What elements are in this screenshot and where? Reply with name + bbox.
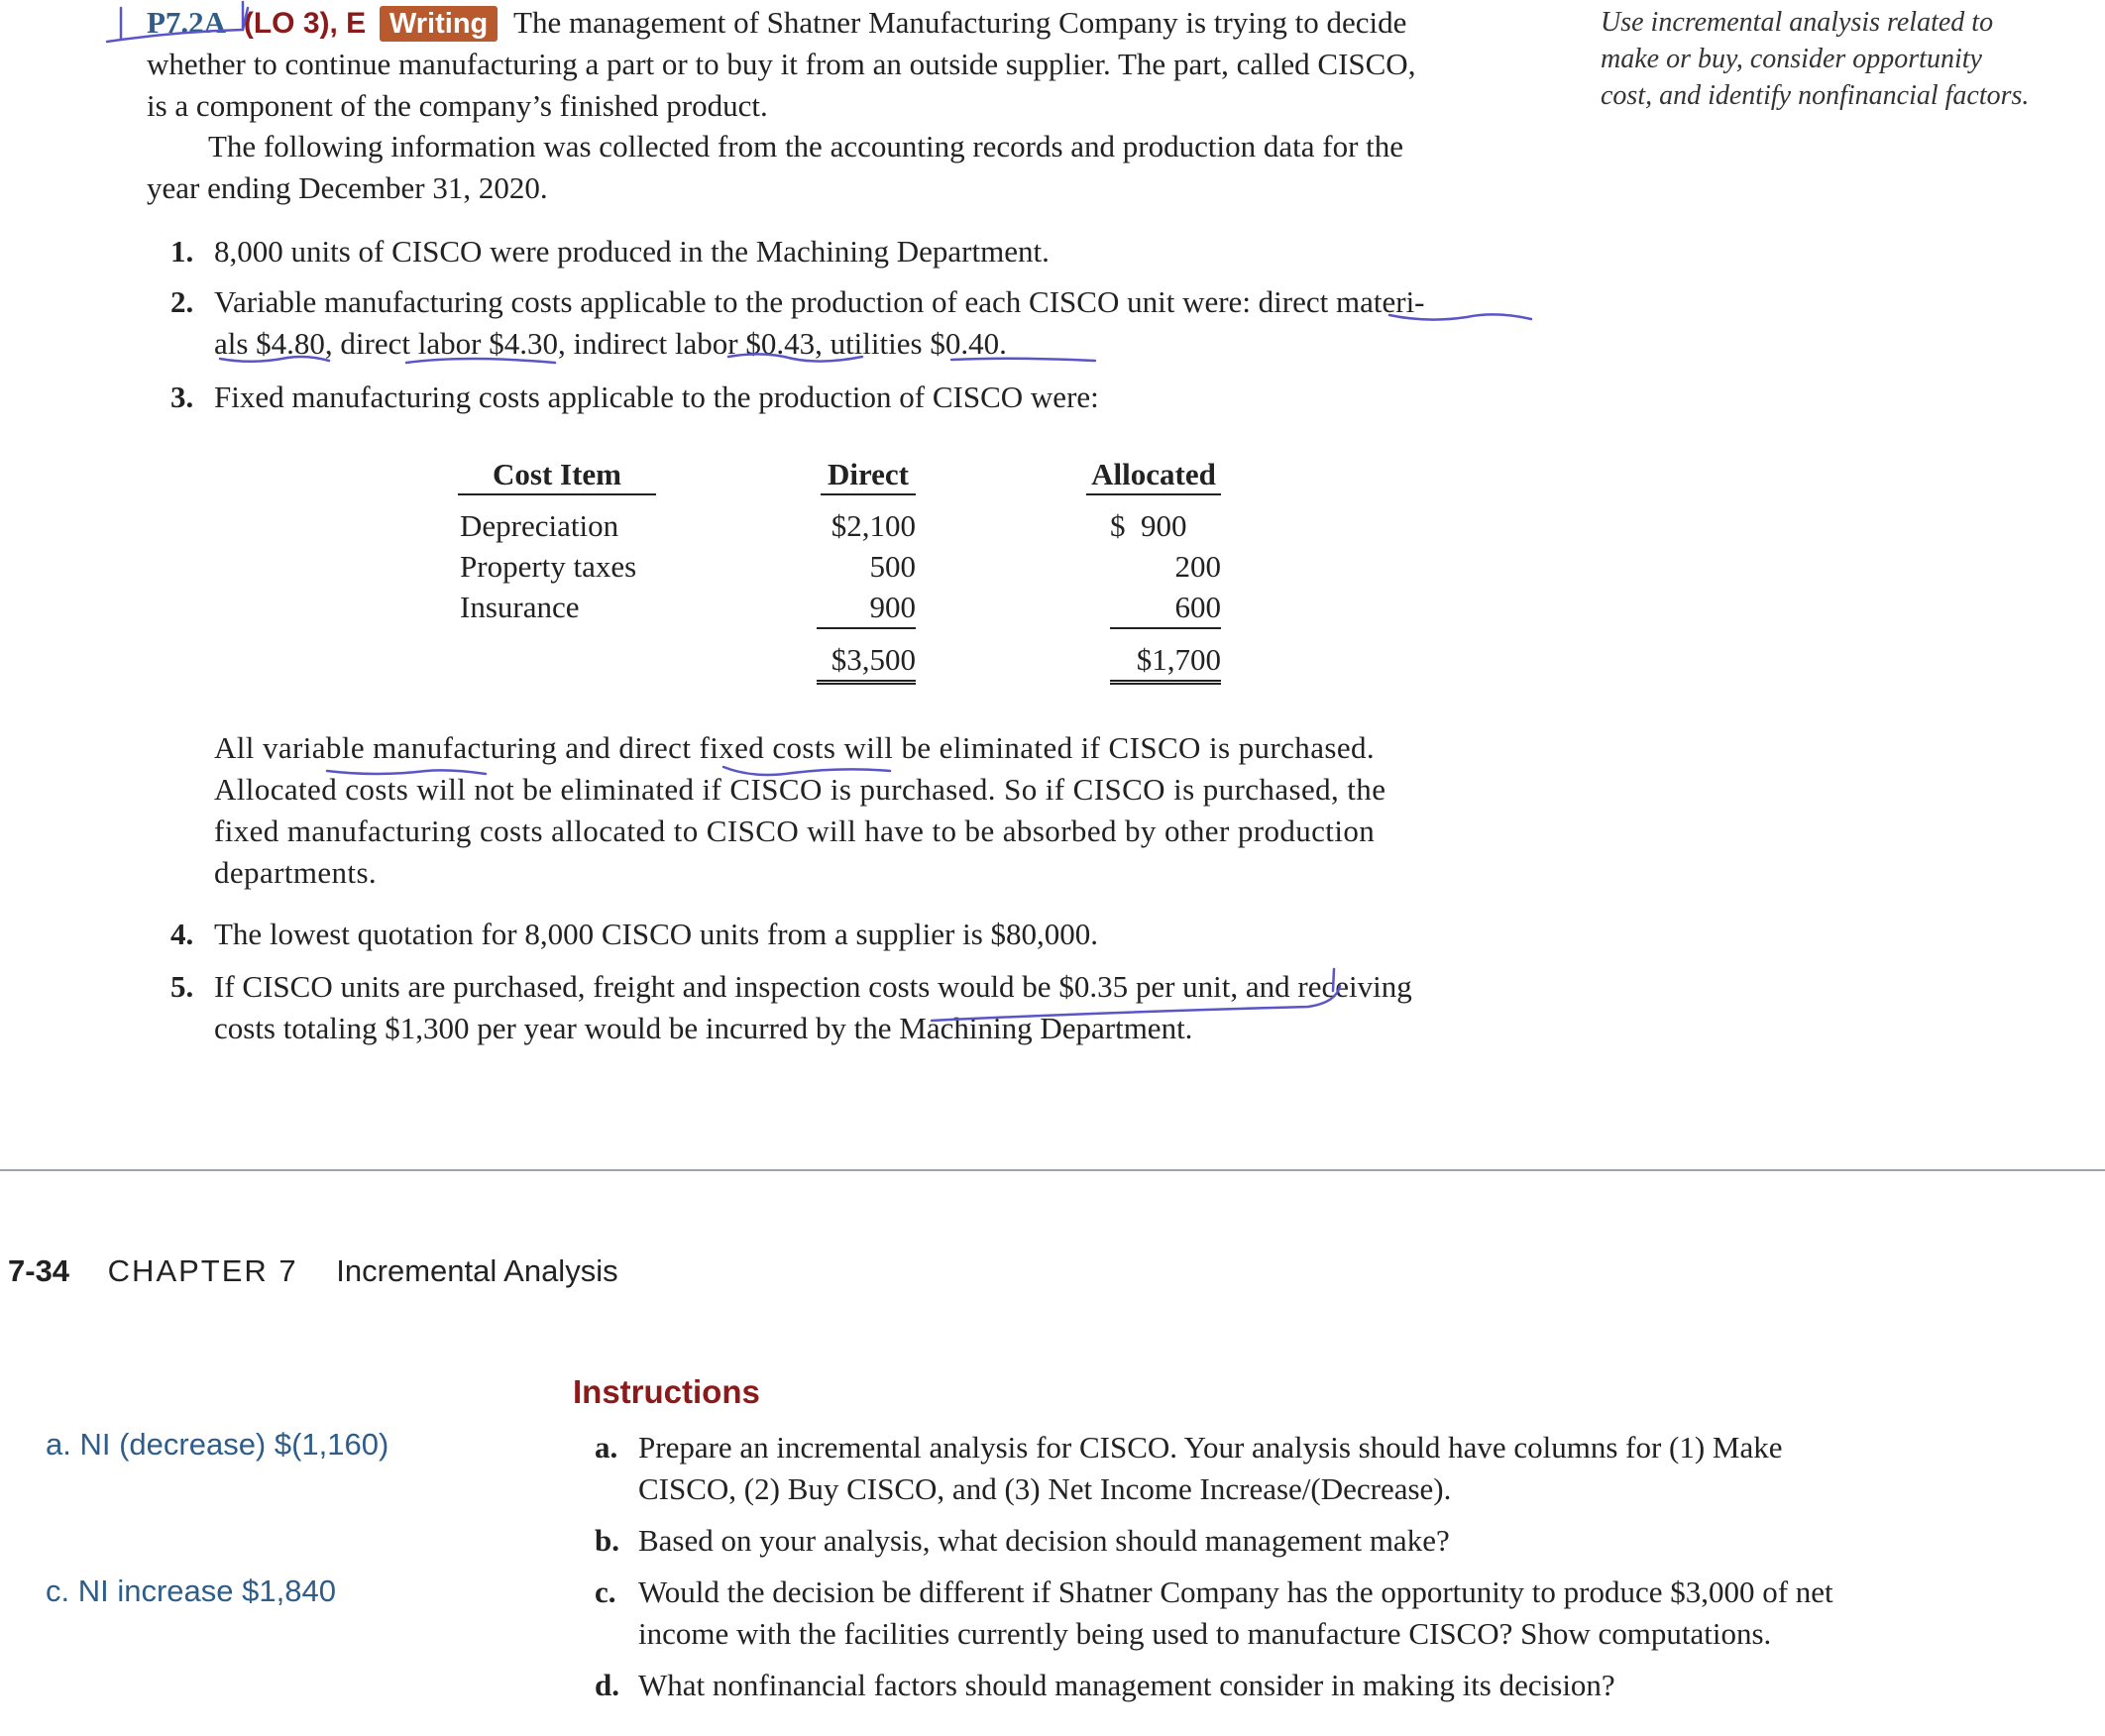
list-item xyxy=(170,231,1588,272)
instruction-item xyxy=(595,1572,1962,1655)
table-cell-allocated: 200 xyxy=(1174,549,1221,584)
instruction-text: Prepare an incremental analysis for CISCO. Your analysis should have columns for (1) Make xyxy=(638,1430,1783,1465)
instruction-item xyxy=(595,1427,1962,1510)
list-text: als $4.80, direct labor $4.30, indirect labor $0.43, utilities $0.40. xyxy=(214,326,1007,361)
list-number: 4. xyxy=(170,917,194,951)
instruction-text: income with the facilities currently being used to manufacture CISCO? Show computations. xyxy=(638,1616,1772,1651)
learning-objective: (LO 3), E xyxy=(243,7,367,40)
table-cell-allocated: 600 xyxy=(1110,587,1221,629)
problem-id: P7.2A xyxy=(147,5,227,40)
total-direct: $3,500 xyxy=(817,639,916,685)
instruction-item xyxy=(595,1520,1962,1562)
para2-line-1: The following information was collected from the accounting records and production data for the xyxy=(208,129,1404,163)
margin-note xyxy=(1601,4,2096,114)
intro-line-1: The management of Shatner Manufacturing Company is trying to decide xyxy=(513,5,1407,40)
note-line-3: fixed manufacturing costs allocated to CISCO will have to be absorbed by other production xyxy=(214,814,1376,848)
list-text: 8,000 units of CISCO were produced in the Machining Department. xyxy=(214,234,1050,269)
header-direct xyxy=(821,456,916,495)
table-cell-allocated: $ 900 xyxy=(1110,508,1187,543)
list-text: costs totaling $1,300 per year would be incurred by the Machining Department. xyxy=(214,1011,1193,1045)
margin-note-line-2: make or buy, consider opportunity xyxy=(1601,44,1982,74)
table-cell-direct: $2,100 xyxy=(831,508,916,543)
table-cell-direct: 500 xyxy=(869,549,916,584)
margin-note-line-1: Use incremental analysis related to xyxy=(1601,7,1994,38)
margin-note-line-3: cost, and identify nonfinancial factors. xyxy=(1601,80,2030,111)
instruction-text: Based on your analysis, what decision should management make? xyxy=(638,1523,1450,1558)
page-divider xyxy=(0,1169,2105,1171)
para2-line-2: year ending December 31, 2020. xyxy=(147,170,548,205)
instruction-letter: b. xyxy=(595,1523,619,1558)
instructions-title: Instructions xyxy=(573,1373,760,1410)
chapter-header xyxy=(8,1253,618,1289)
list-item xyxy=(170,377,1588,418)
instruction-item xyxy=(595,1665,1962,1706)
writing-badge: Writing xyxy=(380,6,498,42)
chapter-title: Incremental Analysis xyxy=(336,1253,618,1288)
list-number: 3. xyxy=(170,380,194,414)
chapter-label: CHAPTER 7 xyxy=(107,1253,298,1288)
cost-table xyxy=(456,456,1249,694)
note-line-1: All variable manufacturing and direct fixed costs will be eliminated if CISCO is purchased. xyxy=(214,730,1376,765)
instruction-text: CISCO, (2) Buy CISCO, and (3) Net Income Increase/(Decrease). xyxy=(638,1471,1452,1506)
list-item xyxy=(170,966,1598,1049)
intro-line-3: is a component of the company’s finished product. xyxy=(147,88,768,123)
table-row: Property taxes xyxy=(460,549,637,584)
table-row: Insurance xyxy=(460,590,580,624)
table-row: Depreciation xyxy=(460,508,619,543)
list-text: If CISCO units are purchased, freight and inspection costs would be $0.35 per unit, and receiving xyxy=(214,969,1412,1004)
problem-intro xyxy=(147,2,1554,45)
list-number: 5. xyxy=(170,969,194,1004)
list-item xyxy=(170,281,1588,365)
answer-c: c. NI increase $1,840 xyxy=(46,1573,336,1608)
list-text: Variable manufacturing costs applicable to the production of each CISCO unit were: direct materi- xyxy=(214,284,1425,319)
instruction-letter: a. xyxy=(595,1430,618,1465)
answer-a: a. NI (decrease) $(1,160) xyxy=(46,1427,389,1462)
instruction-text: Would the decision be different if Shatner Company has the opportunity to produce $3,000 of net xyxy=(638,1574,1833,1609)
header-cost-item xyxy=(458,456,656,495)
list-number: 2. xyxy=(170,284,194,319)
note-line-2: Allocated costs will not be eliminated if CISCO is purchased. So if CISCO is purchased, the xyxy=(214,772,1386,807)
list-text: Fixed manufacturing costs applicable to the production of CISCO were: xyxy=(214,380,1099,414)
list-text: The lowest quotation for 8,000 CISCO units from a supplier is $80,000. xyxy=(214,917,1099,951)
instruction-letter: d. xyxy=(595,1668,619,1702)
page-number: 7-34 xyxy=(8,1253,70,1288)
list-number: 1. xyxy=(170,234,194,269)
header-cost-item-label: Cost Item xyxy=(493,457,621,491)
note-line-4: departments. xyxy=(214,855,378,890)
header-direct-label: Direct xyxy=(827,457,910,491)
instruction-letter: c. xyxy=(595,1574,616,1609)
note-paragraph xyxy=(214,727,1602,894)
instruction-text: What nonfinancial factors should management consider in making its decision? xyxy=(638,1668,1615,1702)
table-cell-direct: 900 xyxy=(817,587,916,629)
list-item xyxy=(170,914,1588,955)
intro-line-2: whether to continue manufacturing a part or to buy it from an outside supplier. The part, called CISCO, xyxy=(147,47,1416,81)
header-allocated xyxy=(1086,456,1221,495)
total-allocated: $1,700 xyxy=(1110,639,1221,685)
header-allocated-label: Allocated xyxy=(1091,457,1216,491)
